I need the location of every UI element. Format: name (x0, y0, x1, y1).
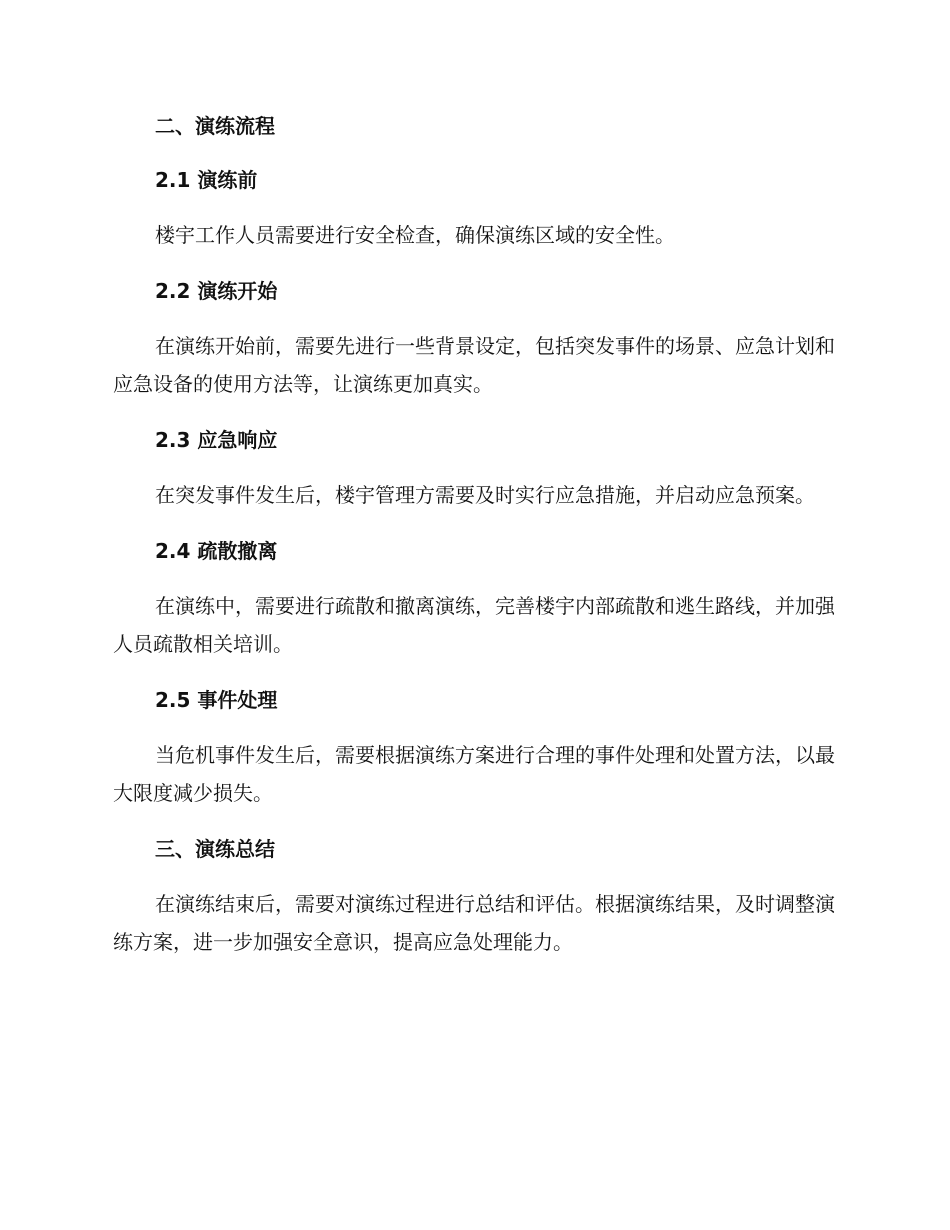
document-body (113, 108, 835, 961)
section-heading-drill-process: 二、演练流程 (155, 114, 275, 138)
section-heading-drill-summary: 三、演练总结 (155, 837, 275, 861)
paragraph-emergency-response: 在突发事件发生后，楼宇管理方需要及时实行应急措施，并启动应急预案。 (155, 483, 815, 507)
subheading-evacuation: 2.4 疏散撤离 (155, 539, 278, 563)
paragraph-drill-summary: 在演练结束后，需要对演练过程进行总结和评估。根据演练结果，及时调整演练方案，进一步加强安全意识，提高应急处理能力。 (113, 892, 835, 954)
subheading-incident-handling: 2.5 事件处理 (155, 688, 278, 712)
paragraph-before-drill: 楼宇工作人员需要进行安全检查，确保演练区域的安全性。 (155, 223, 675, 247)
paragraph-evacuation: 在演练中，需要进行疏散和撤离演练，完善楼宇内部疏散和逃生路线，并加强人员疏散相关培训。 (113, 594, 835, 656)
paragraph-incident-handling: 当危机事件发生后，需要根据演练方案进行合理的事件处理和处置方法，以最大限度减少损失。 (113, 743, 835, 805)
subheading-before-drill: 2.1 演练前 (155, 168, 258, 192)
subheading-emergency-response: 2.3 应急响应 (155, 428, 278, 452)
subheading-drill-start: 2.2 演练开始 (155, 279, 278, 303)
paragraph-drill-start: 在演练开始前，需要先进行一些背景设定，包括突发事件的场景、应急计划和应急设备的使用方法等，让演练更加真实。 (113, 334, 835, 396)
